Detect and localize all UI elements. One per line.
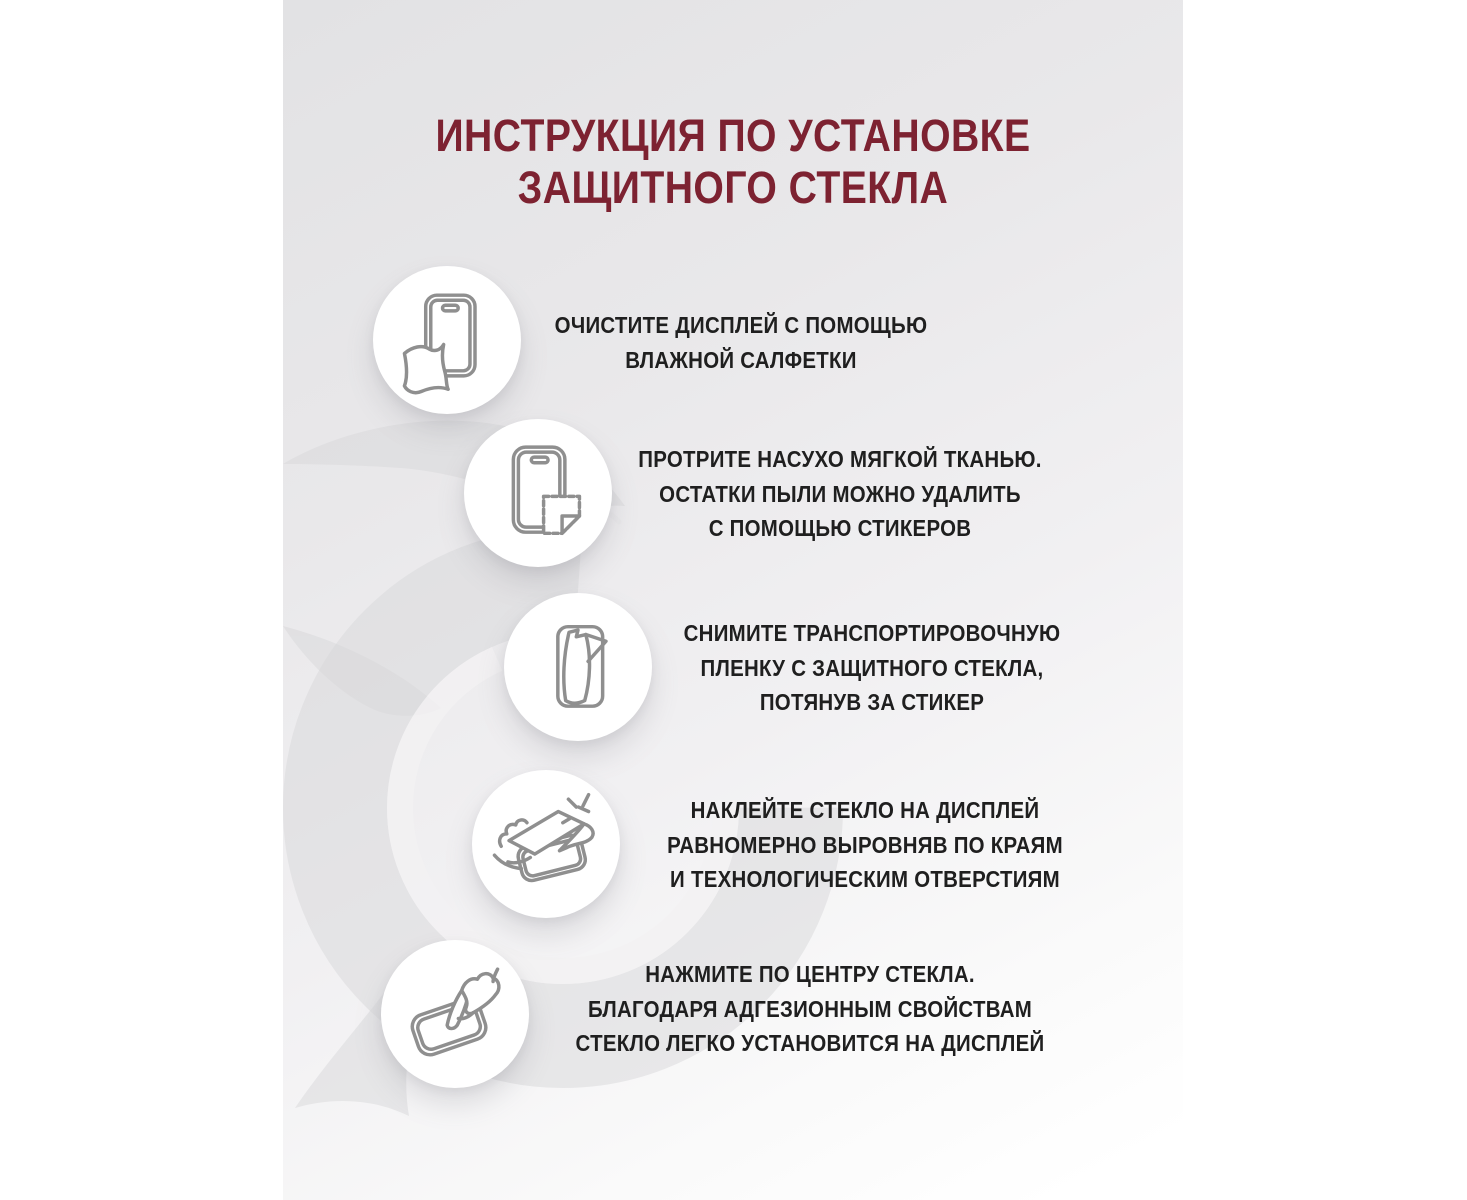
instruction-panel <box>283 0 1183 1200</box>
step-1-line1: ОЧИСТИТЕ ДИСПЛЕЙ С ПОМОЩЬЮ <box>554 312 928 338</box>
poster-title-line2: ЗАЩИТНОГО СТЕКЛА <box>517 162 949 213</box>
step-4-line1: НАКЛЕЙТЕ СТЕКЛО НА ДИСПЛЕЙ <box>690 797 1040 823</box>
dolphin-fin <box>283 626 441 716</box>
step-5-text <box>532 957 1089 1061</box>
step-5-icon-circle <box>381 940 529 1088</box>
step-5-line1: НАЖМИТЕ ПО ЦЕНТРУ СТЕКЛА. <box>645 961 975 987</box>
align-glass-hands-icon <box>490 788 602 900</box>
step-5-line3: СТЕКЛО ЛЕГКО УСТАНОВИТСЯ НА ДИСПЛЕЙ <box>575 1030 1045 1056</box>
press-glass-center-icon <box>399 958 511 1070</box>
poster-title <box>342 110 1125 214</box>
step-4-line3: И ТЕХНОЛОГИЧЕСКИМ ОТВЕРСТИЯМ <box>670 866 1060 892</box>
step-3-text <box>594 616 1151 720</box>
poster-title-line1: ИНСТРУКЦИЯ ПО УСТАНОВКЕ <box>435 110 1031 161</box>
step-2-line2: ОСТАТКИ ПЫЛИ МОЖНО УДАЛИТЬ <box>659 480 1021 507</box>
step-4-line2: РАВНОМЕРНО ВЫРОВНЯВ ПО КРАЯМ <box>667 831 1063 858</box>
step-1-text <box>463 308 1020 377</box>
step-1-line2: ВЛАЖНОЙ САЛФЕТКИ <box>625 346 857 373</box>
step-3-line3: ПОТЯНУВ ЗА СТИКЕР <box>759 689 985 715</box>
step-3-line1: СНИМИТЕ ТРАНСПОРТИРОВОЧНУЮ <box>683 620 1061 646</box>
step-5-line2: БЛАГОДАРЯ АДГЕЗИОННЫМ СВОЙСТВАМ <box>587 995 1033 1022</box>
step-2-text <box>562 442 1119 546</box>
step-2-line1: ПРОТРИТЕ НАСУХО МЯГКОЙ ТКАНЬЮ. <box>638 446 1042 472</box>
step-4-text <box>587 793 1144 897</box>
step-3-line2: ПЛЕНКУ С ЗАЩИТНОГО СТЕКЛА, <box>700 654 1044 681</box>
step-2-line3: С ПОМОЩЬЮ СТИКЕРОВ <box>708 515 972 541</box>
